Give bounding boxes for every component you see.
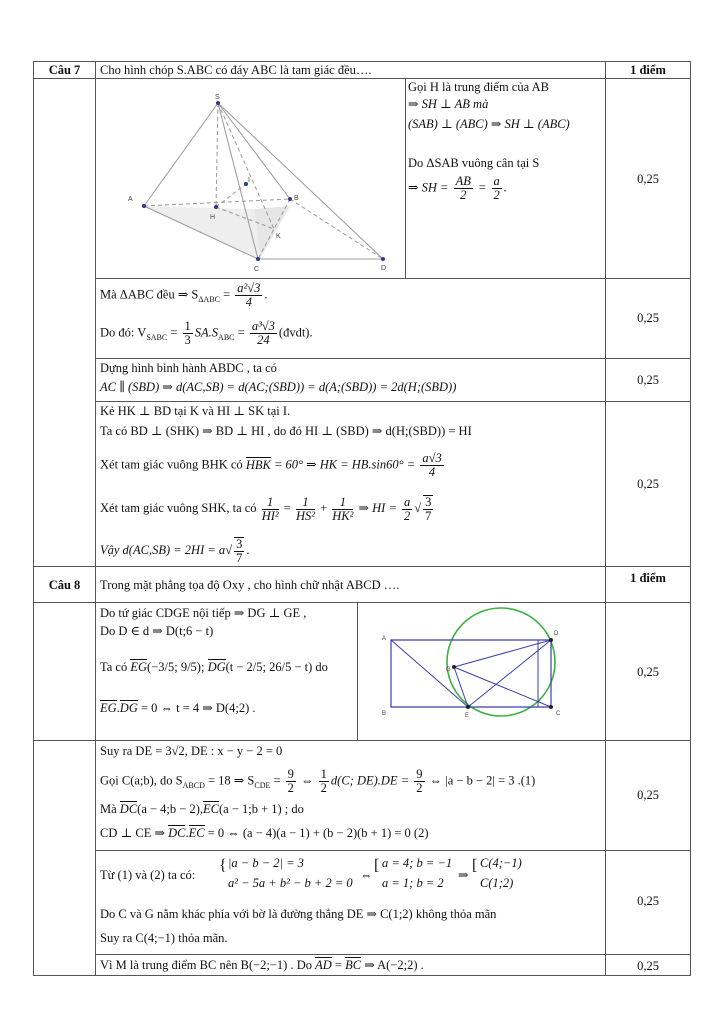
q8-sys3-a: C(4;−1)	[480, 856, 522, 870]
q8-sys3-b: C(1;2)	[480, 876, 514, 890]
frac-num: 3	[236, 537, 243, 551]
q7-r2-line2	[100, 320, 313, 347]
label-d: D	[381, 265, 387, 272]
q8-s3-score: 0,25	[637, 894, 659, 908]
q7-frac-ab2	[454, 175, 473, 202]
point-a	[142, 204, 146, 208]
q8-vec-eg-coords: (−3/5; 9/5)	[147, 660, 201, 674]
q8-line-gc	[454, 667, 551, 707]
label-h: H	[210, 214, 216, 221]
point-h	[214, 205, 218, 209]
q7-r4-line4	[100, 495, 435, 523]
q8-bracket-2: [	[374, 857, 380, 874]
q8-points: 1 điểm	[630, 571, 666, 585]
q8-s2-line2	[100, 768, 535, 795]
q7-r4d-eq: =	[283, 501, 291, 515]
q7-frac-third	[183, 320, 193, 347]
q7-r4-score: 0,25	[637, 477, 659, 491]
point-g	[452, 665, 456, 669]
q7-row2-line	[95, 358, 691, 359]
q7-r2a-eq: =	[223, 287, 231, 302]
q7-r3-line2: AC ∥ (SBD) ⇒ d(AC,SB) = d(AC;(SBD)) = d(A;(SBD)) = 2d(H;(SBD))	[100, 380, 457, 394]
q7-row3-line	[95, 401, 691, 402]
label-b: B	[294, 195, 299, 202]
frac-den: 2	[460, 188, 467, 203]
q7-frac-hk	[420, 452, 443, 479]
frac-den: 2	[287, 781, 294, 796]
height-sh	[216, 103, 218, 207]
q8-vec-eg: EG	[130, 660, 148, 674]
frac-num: 1	[262, 496, 279, 510]
q8-s2c-end: (a − 1;b + 1) ; do	[218, 802, 304, 816]
q7-r4-line5	[100, 537, 249, 565]
q8-vec-dc: DC	[119, 802, 138, 816]
point-s	[216, 101, 220, 105]
q8-vec-ec-2: EC	[188, 826, 205, 840]
q7-r1-score: 0,25	[637, 172, 659, 186]
table-border-top	[33, 61, 691, 62]
q7-r4-line2: Ta có BD ⊥ (SHK) ⇒ BD ⊥ HI , do đó HI ⊥ (SBD) ⇒ d(H;(SBD)) = HI	[100, 424, 472, 438]
q8-row3-line	[95, 954, 691, 955]
frac-num: 1	[184, 319, 191, 333]
frac-num: 1	[296, 496, 315, 510]
q7-r2b-unit: (đvdt).	[278, 325, 313, 340]
q7-r4e-end: .	[246, 543, 250, 557]
edge-sb	[218, 103, 290, 199]
q8-s2c-mid: (a − 4;b − 2),	[137, 802, 203, 816]
frac-den: 2	[493, 188, 500, 203]
q8-brace-1: {	[219, 857, 227, 874]
q7-angle-hbk: HBK	[245, 457, 271, 472]
q8-s2b-end: ⇔ |a − b − 2| = 3 .(1)	[429, 773, 536, 788]
q8-s3-line3: Suy ra C(4;−1) thỏa mãn.	[100, 931, 228, 945]
q7-frac-hi	[262, 496, 279, 523]
label-c: C	[556, 711, 561, 717]
q8-s2d-pre: CD ⊥ CE ⇒	[100, 826, 165, 840]
q8-vec-dg: DG	[207, 660, 226, 674]
q8-s2b-mid2: ⇔	[301, 773, 314, 788]
label-a: A	[382, 636, 387, 642]
q8-s1d-rest: = 0 ⇔ t = 4 ⇒ D(4;2) .	[140, 701, 256, 715]
q8-sep-line	[33, 740, 691, 741]
point-d	[381, 257, 385, 261]
q8-frac-9-2b	[414, 768, 424, 795]
q8-s4-score: 0,25	[637, 959, 659, 973]
point-e	[466, 705, 470, 709]
label-b: B	[382, 711, 387, 717]
q8-line-gd	[454, 640, 551, 667]
q7-frac-area	[235, 282, 262, 309]
q8-s2b-pre: Gọi C(a;b), do S	[100, 773, 183, 788]
q8-vec-ad: AD	[315, 958, 332, 972]
edge-sa	[144, 103, 218, 206]
frac-den: 7	[236, 551, 243, 566]
q7-r1-line4: Do ΔSAB vuông cân tại S	[408, 156, 540, 170]
frac-num: 9	[287, 767, 294, 781]
q7-frac-final	[234, 537, 244, 565]
q8-vec-bc: BC	[345, 958, 362, 972]
q7-frac-a-over-2	[402, 496, 412, 523]
q8-label: Câu 8	[48, 578, 81, 592]
q8-s4-end: ⇒ A(−2;2) .	[364, 958, 424, 972]
q7-r1-line1: Gọi H là trung điểm của AB	[408, 80, 549, 94]
q7-frac-3-7	[423, 495, 433, 523]
label-s: S	[215, 94, 220, 101]
q8-vec-dc-2: DC	[168, 826, 186, 840]
q7-r2b-eq2: =	[237, 325, 245, 340]
point-d	[549, 638, 553, 642]
label-a: A	[128, 196, 133, 203]
frac-num: AB	[455, 174, 471, 188]
frac-den: 24	[257, 333, 270, 348]
q8-s2b-mid: = 18 ⇒ S	[208, 773, 255, 788]
q7-r2-line1: Mà ΔABC đều ⇒ $S_{\Delta ABC}$ = $\frac{\text{a²√3}}{4}$ .	[100, 281, 268, 310]
q7-r4c-mid: = 60° ⇒ HK = HB.sin60° =	[273, 457, 416, 472]
q8-iff: ⇔	[360, 868, 373, 882]
frac-num: 1	[332, 496, 353, 510]
q7-sh-eq: ⇒ SH =	[408, 180, 449, 195]
frac-num: a²√3	[237, 281, 261, 295]
point-c	[256, 257, 260, 261]
q8-sys1-a: |a − b − 2| = 3	[228, 856, 304, 870]
q7-frac-a2	[492, 175, 502, 202]
frac-den: 2	[320, 781, 327, 796]
frac-num: 1	[320, 767, 327, 781]
label-d: D	[554, 631, 559, 637]
q8-s1-line1: Do tứ giác CDGE nội tiếp ⇒ DG ⊥ GE ,	[100, 606, 307, 620]
q7-r1-line3: (SAB) ⊥ (ABC) ⇒ SH ⊥ (ABC)	[408, 117, 570, 131]
q7-r3-score: 0,25	[637, 373, 659, 387]
q7-r2b-sub: SABC	[146, 333, 168, 342]
q7-r2b-pre: Do đó: V	[100, 325, 147, 340]
frac-num: a√3	[422, 451, 442, 465]
table-border-right	[690, 61, 691, 975]
frac-num: a³√3	[251, 319, 275, 333]
q7-r4d-pre: Xét tam giác vuông SHK, ta có	[100, 501, 257, 515]
q7-r2a-sub: ΔABC	[198, 295, 220, 304]
q8-prompt: Trong mặt phẳng tọa độ Oxy , cho hình chữ nhật ABCD ….	[100, 578, 400, 592]
q8-s2-score: 0,25	[637, 788, 659, 802]
edge-bd	[290, 199, 383, 259]
label-e: E	[465, 713, 470, 719]
q7-prompt: Cho hình chóp S.ABC có đáy ABC là tam giác đều….	[100, 63, 372, 77]
point-c	[549, 705, 553, 709]
q8-sys2-b: a = 1; b = 2	[382, 876, 444, 890]
q7-r4d-res: ⇒ HI =	[358, 501, 397, 515]
q7-frac-hs	[296, 496, 315, 523]
frac-num: 3	[425, 495, 432, 509]
q8-bracket-3: [	[472, 857, 478, 874]
q8-s4-line	[100, 958, 424, 974]
q7-r4-line1: Kẻ HK ⊥ BD tại K và HI ⊥ SK tại I.	[100, 404, 291, 418]
frac-den: 2	[416, 781, 423, 796]
q7-eq-sign: =	[477, 180, 487, 195]
q7-r4e-pre: Vậy d(AC,SB) = 2HI = a	[100, 543, 226, 557]
q8-imp: ⇒	[458, 868, 469, 882]
q8-frac-9-2	[286, 768, 296, 795]
q7-r1-line2: ⇒ SH ⊥ AB mà	[408, 97, 489, 111]
label-k: K	[276, 233, 281, 240]
q8-s2b-eq: =	[273, 773, 281, 788]
q8-s2-line4: CD ⊥ CE ⇒ DC.EC = 0 ⇔ (a − 4)(a − 1) + (b − 2)(b + 1) = 0 (2)	[100, 826, 429, 840]
q8-s1c-pre: Ta có	[100, 660, 128, 674]
q8-s1-score: 0,25	[637, 665, 659, 679]
frac-den: 3	[184, 333, 191, 348]
frac-den: 4	[428, 465, 436, 480]
q8-rectangle-figure	[358, 603, 605, 739]
q8-vec-ec: EC	[203, 802, 219, 816]
q7-r4d-plus: +	[320, 501, 328, 515]
edge-ab	[144, 199, 290, 206]
q7-sqrt-sign-2: √	[225, 543, 233, 557]
label-c: C	[254, 266, 260, 273]
q8-row2-line	[95, 850, 691, 851]
q7-r2a-text: Mà ΔABC đều ⇒ S	[100, 287, 199, 302]
q8-s2d-end: = 0 ⇔ (a − 4)(a − 1) + (b − 2)(b + 1) = 0 (2)	[207, 826, 429, 840]
q8-s2-line1: Suy ra DE = 3√2, DE : x − y − 2 = 0	[100, 744, 283, 758]
q8-vec-eg-2: EG	[100, 701, 117, 715]
frac-den: HS²	[295, 508, 315, 523]
q7-r1-line5	[408, 175, 507, 202]
q7-label: Câu 7	[48, 63, 81, 77]
q7-r2-score: 0,25	[637, 311, 659, 325]
q8-s4-pre: Vì M là trung điểm BC nên B(−2;−1) . Do	[100, 958, 312, 972]
table-border-left	[33, 61, 34, 975]
frac-num: 9	[416, 767, 423, 781]
q7-sqrt-sign: √	[414, 501, 422, 515]
q8-s1-line2: Do D ∈ d ⇒ D(t;6 − t)	[100, 624, 214, 638]
q7-r2b-sub2: ABC	[218, 333, 235, 342]
q8-frac-1-2	[319, 768, 329, 795]
q7-period: .	[503, 180, 507, 195]
q8-sys2-a: a = 4; b = −1	[382, 856, 453, 870]
q8-s2c-pre: Mà	[100, 802, 117, 816]
q7-pyramid-figure	[96, 79, 405, 278]
frac-num: a	[404, 494, 411, 509]
frac-den: 2	[404, 508, 411, 523]
q7-row1-line	[95, 278, 691, 279]
q8-sys1-b: a² − 5a + b² − b + 2 = 0	[228, 876, 353, 890]
q8-s3-pre: Từ (1) và (2) ta có:	[100, 868, 196, 882]
q7-r4-line3	[100, 452, 446, 479]
q8-s4-eq: =	[334, 958, 342, 972]
q8-s1c-do: do	[315, 660, 328, 674]
q7-figure-divider	[405, 78, 406, 278]
q7-r2b-eq: =	[170, 325, 178, 340]
frac-num: a	[493, 174, 500, 188]
q7-frac-volume	[250, 320, 277, 347]
q7-r3-line1: Dựng hình bình hành ABDC , ta có	[100, 361, 277, 375]
q7-r4c-pre: Xét tam giác vuông BHK có	[100, 457, 243, 472]
label-i: I	[248, 177, 250, 184]
label-g: G	[446, 667, 451, 673]
q8-s3-line2: Do C và G nằm khác phía với bờ là đường thẳng DE ⇒ C(1;2) không thỏa mãn	[100, 907, 497, 921]
q7-frac-hk2	[332, 496, 353, 523]
frac-den: HK²	[332, 508, 354, 523]
table-border-score	[605, 61, 606, 975]
q8-s2b-sub: ABCD	[182, 781, 205, 790]
q8-s2b-sub2: CDE	[254, 781, 271, 790]
frac-den: 7	[425, 509, 432, 524]
q8-top-line	[33, 566, 691, 567]
q8-circle	[447, 608, 555, 716]
frac-den: HI²	[261, 508, 279, 523]
q8-s2-line3	[100, 802, 304, 818]
q8-line-ed	[468, 640, 551, 707]
table-border-bottom	[33, 975, 691, 976]
q8-s1-line3: Ta có EG(−3/5; 9/5); DG(t − 2/5; 26/5 − t) do	[100, 660, 328, 674]
point-b	[288, 197, 292, 201]
q8-vec-dg-coords: (t − 2/5; 26/5 − t)	[225, 660, 313, 674]
q7-r2b-mid: SA.S	[194, 325, 219, 340]
q8-s1-line4: EG.DG = 0 ⇔ t = 4 ⇒ D(4;2) .	[100, 701, 256, 715]
q8-s2b-mid3: d(C; DE).DE =	[330, 773, 410, 788]
frac-den: 4	[245, 295, 252, 310]
q8-vec-dg-2: DG	[119, 701, 138, 715]
q7-points: 1 điểm	[630, 63, 666, 77]
